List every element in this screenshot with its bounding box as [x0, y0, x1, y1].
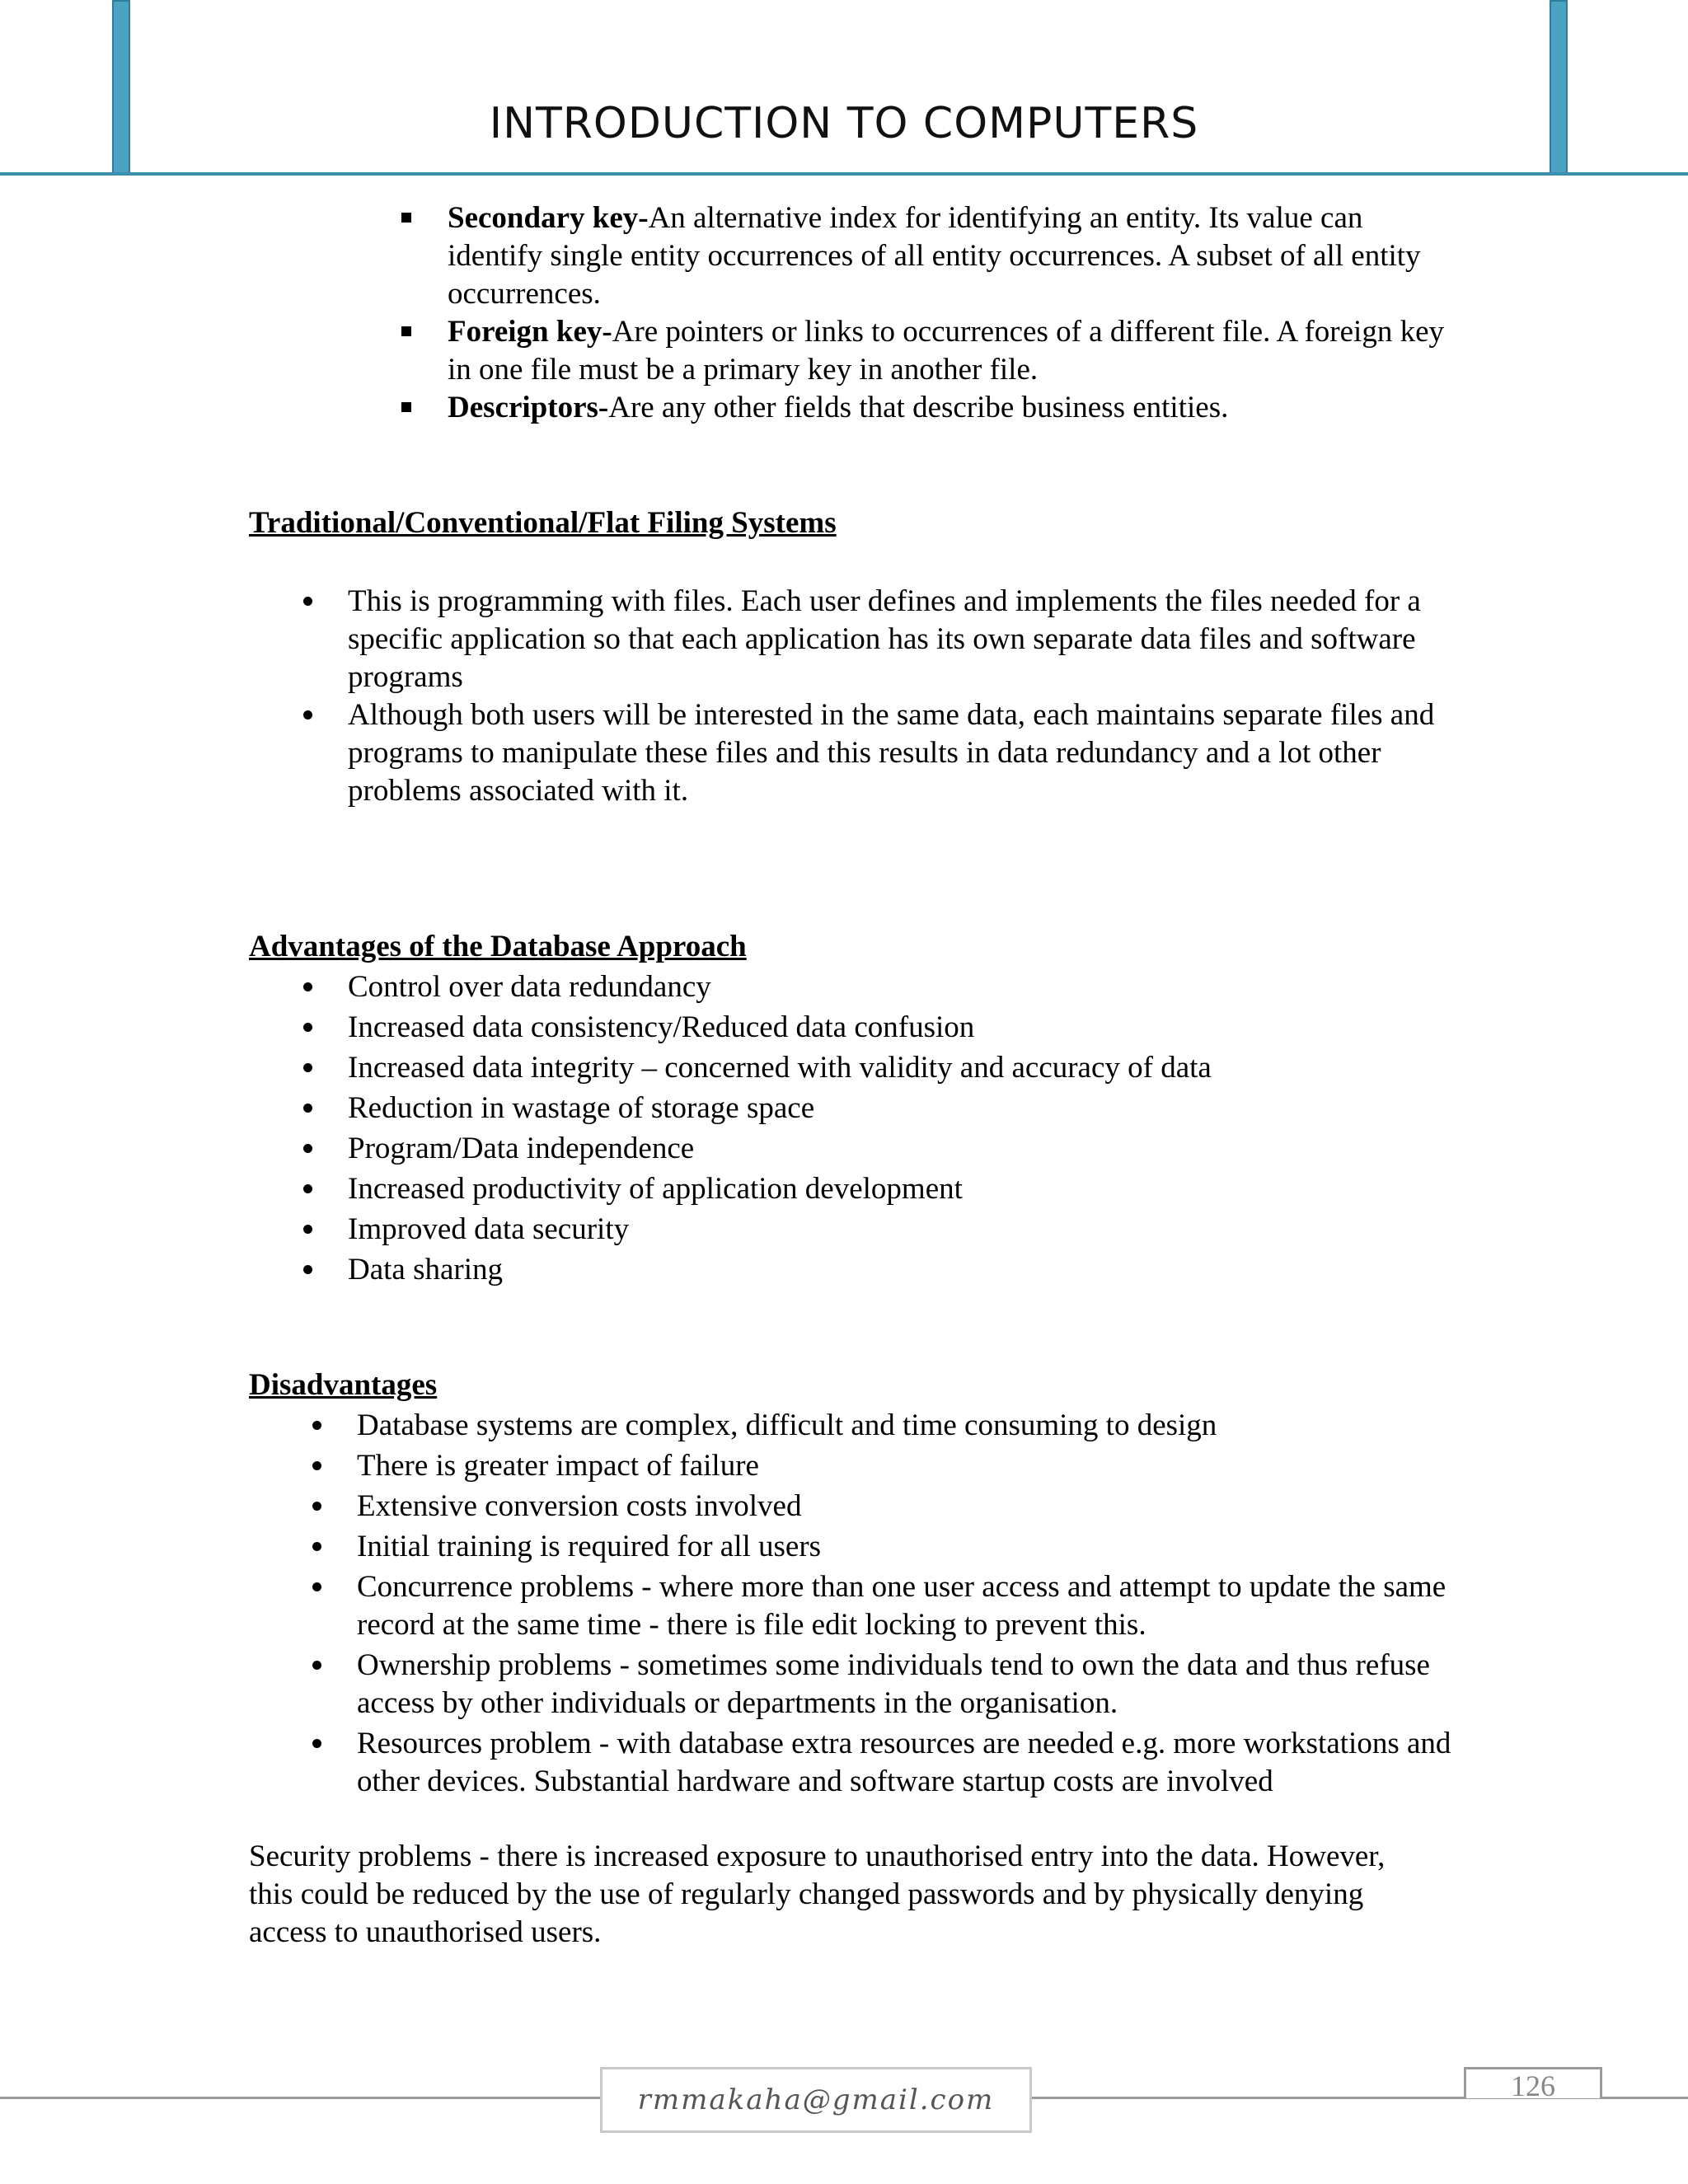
- list-item: Data sharing: [348, 1251, 1469, 1289]
- list-item: Increased data integrity – concerned with validity and accuracy of data: [348, 1049, 1469, 1087]
- security-paragraph: Security problems - there is increased exposure to unauthorised entry into the data. However, this could be reduced by the use of regularly changed passwords and by physically denying access to unauthorised users.: [249, 1840, 1386, 1949]
- list-item: Initial training is required for all users: [357, 1528, 1461, 1566]
- disadvantages-list: [357, 1407, 1461, 1803]
- header-left-bar: [112, 0, 130, 175]
- key-term: Foreign key-: [448, 315, 612, 349]
- list-item: [448, 389, 1453, 427]
- traditional-heading: Traditional/Conventional/Flat Filing Systems: [249, 506, 837, 540]
- list-item: Increased data consistency/Reduced data confusion: [348, 1009, 1469, 1047]
- page-number: 126: [1511, 2069, 1555, 2102]
- header-rule: [0, 172, 1688, 176]
- key-text: Are pointers or links to occurrences of a different file. A foreign key in one file must be a primary key in another file.: [448, 315, 1444, 387]
- list-item: Although both users will be interested in the same data, each maintains separate files and programs to manipulate these files and this results in data redundancy and a lot other problems associated with it.: [348, 696, 1452, 810]
- key-term: Descriptors-: [448, 391, 609, 424]
- list-item: Ownership problems - sometimes some individuals tend to own the data and thus refuse access by other individuals or departments in the organisation.: [357, 1647, 1461, 1722]
- key-list: [448, 199, 1453, 427]
- list-item: There is greater impact of failure: [357, 1447, 1461, 1485]
- footer-email: rmmakaha@gmail.com: [600, 2067, 1032, 2133]
- list-item: [448, 313, 1453, 389]
- list-item: Reduction in wastage of storage space: [348, 1090, 1469, 1127]
- traditional-list: [348, 583, 1452, 810]
- list-item: Control over data redundancy: [348, 968, 1469, 1006]
- footer-rule-left: [0, 2097, 602, 2099]
- list-item: Program/Data independence: [348, 1130, 1469, 1168]
- header-right-bar: [1550, 0, 1568, 175]
- list-item: Improved data security: [348, 1211, 1469, 1249]
- advantages-heading: Advantages of the Database Approach: [249, 930, 747, 963]
- list-item: [448, 199, 1453, 313]
- list-item: Database systems are complex, difficult and time consuming to design: [357, 1407, 1461, 1445]
- list-item: Increased productivity of application development: [348, 1170, 1469, 1208]
- list-item: Concurrence problems - where more than one user access and attempt to update the same record at the same time - there is file edit locking to prevent this.: [357, 1568, 1461, 1644]
- page-title: INTRODUCTION TO COMPUTERS: [489, 99, 1199, 148]
- list-item: This is programming with files. Each user defines and implements the files needed for a specific application so that each application has its own separate data files and software programs: [348, 583, 1452, 696]
- list-item: Extensive conversion costs involved: [357, 1488, 1461, 1526]
- advantages-list: [348, 968, 1469, 1291]
- list-item: Resources problem - with database extra resources are needed e.g. more workstations and other devices. Substantial hardware and software startup costs are involved: [357, 1725, 1461, 1801]
- key-term: Secondary key-: [448, 201, 649, 235]
- key-text: Are any other fields that describe business entities.: [608, 391, 1229, 424]
- disadvantages-heading: Disadvantages: [249, 1368, 438, 1402]
- key-text: An alternative index for identifying an entity. Its value can identify single entity occurrences of all entity occurrences. A subset of all entity occurrences.: [448, 201, 1421, 311]
